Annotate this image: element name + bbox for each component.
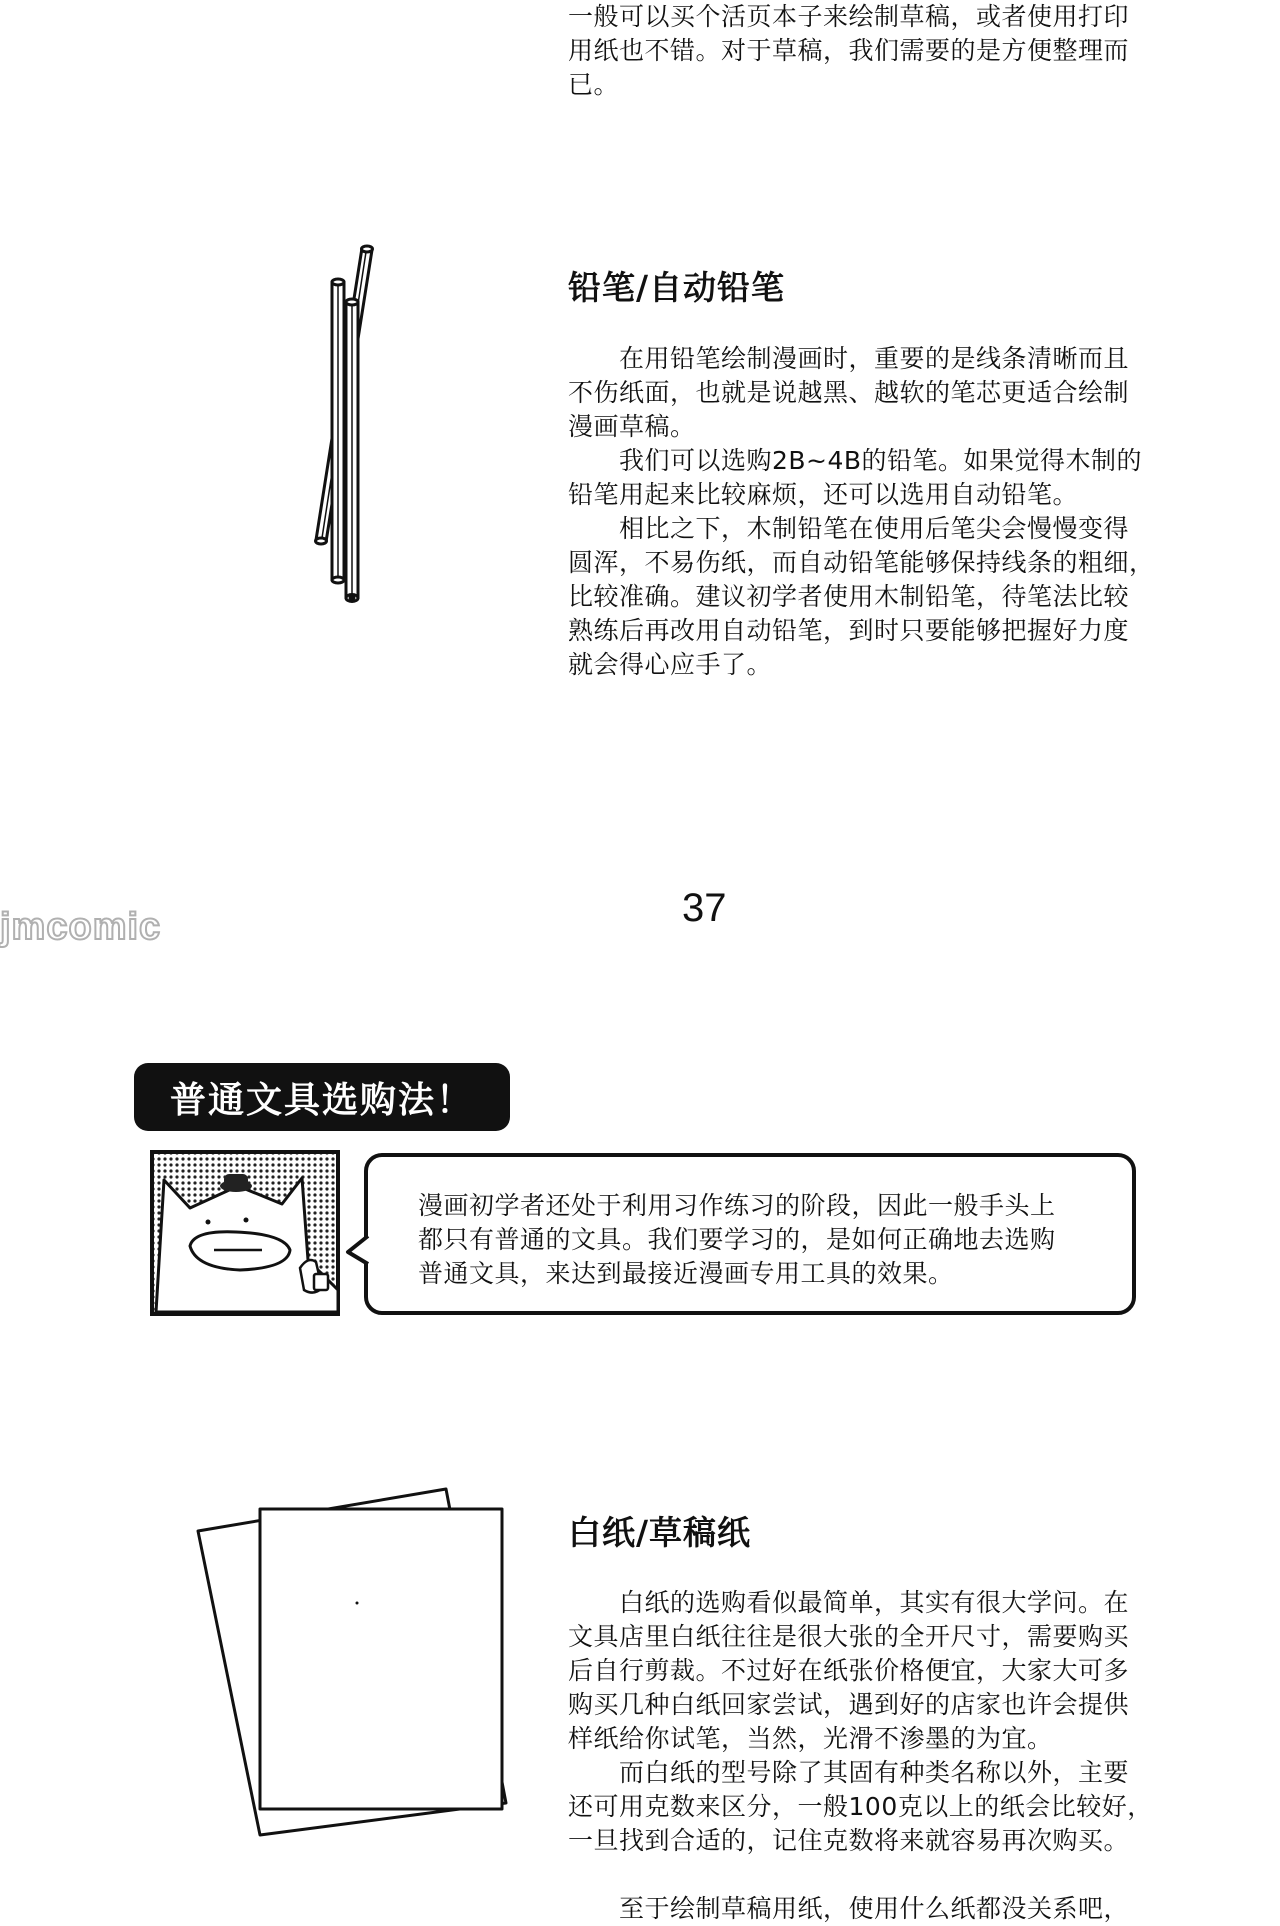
body-line: 白纸的选购看似最简单，其实有很大学问。在 bbox=[568, 1588, 1130, 1617]
banner-title: 普通文具选购法！ bbox=[170, 1079, 475, 1121]
speech-line: 都只有普通的文具。我们要学习的，是如何正确地去选购 bbox=[418, 1225, 1056, 1254]
paper-section-body bbox=[568, 1586, 1248, 1926]
body-line: 熟练后再改用自动铅笔，到时只要能够把握好力度 bbox=[568, 616, 1130, 645]
body-line: 至于绘制草稿用纸，使用什么纸都没关系吧， bbox=[568, 1894, 1130, 1923]
body-line: 铅笔用起来比较麻烦，还可以选用自动铅笔。 bbox=[568, 480, 1079, 509]
body-line bbox=[568, 1858, 1248, 1892]
body-line: 后自行剪裁。不过好在纸张价格便宜，大家大可多 bbox=[568, 1656, 1130, 1685]
paper-sheets-icon bbox=[194, 1485, 514, 1845]
body-line: 我们可以选购2B~4B的铅笔。如果觉得木制的 bbox=[568, 446, 1143, 475]
body-line: 圆浑，不易伤纸，而自动铅笔能够保持线条的粗细， bbox=[568, 548, 1155, 577]
cat-character-icon bbox=[150, 1150, 340, 1316]
body-line: 购买几种白纸回家尝试，遇到好的店家也许会提供 bbox=[568, 1690, 1130, 1719]
speech-bubble bbox=[364, 1153, 1136, 1315]
pencil-section-heading: 铅笔/自动铅笔 bbox=[568, 268, 786, 307]
intro-line: 已。 bbox=[568, 70, 620, 99]
body-line: 就会得心应手了。 bbox=[568, 650, 773, 679]
speech-bubble-tail bbox=[346, 1236, 370, 1266]
watermark: jmcomic bbox=[0, 906, 162, 948]
body-line: 比较准确。建议初学者使用木制铅笔，待笔法比较 bbox=[568, 582, 1130, 611]
intro-line: 用纸也不错。对于草稿，我们需要的是方便整理而 bbox=[568, 36, 1130, 65]
body-line: 一旦找到合适的，记住克数将来就容易再次购买。 bbox=[568, 1826, 1130, 1855]
body-line: 漫画草稿。 bbox=[568, 412, 696, 441]
body-line: 样纸给你试笔，当然，光滑不渗墨的为宜。 bbox=[568, 1724, 1053, 1753]
body-line: 而白纸的型号除了其固有种类名称以外，主要 bbox=[568, 1758, 1130, 1787]
intro-line: 一般可以买个活页本子来绘制草稿，或者使用打印 bbox=[568, 2, 1130, 31]
speech-text bbox=[418, 1189, 1102, 1291]
body-line: 文具店里白纸往往是很大张的全开尺寸，需要购买 bbox=[568, 1622, 1130, 1651]
body-line: 相比之下，木制铅笔在使用后笔尖会慢慢变得 bbox=[568, 514, 1130, 543]
body-line: 不伤纸面，也就是说越黑、越软的笔芯更适合绘制 bbox=[568, 378, 1130, 407]
page-number: 37 bbox=[682, 886, 727, 930]
paper-section-heading: 白纸/草稿纸 bbox=[568, 1513, 752, 1552]
speech-line: 普通文具，来达到最接近漫画专用工具的效果。 bbox=[418, 1259, 954, 1288]
body-line: 在用铅笔绘制漫画时，重要的是线条清晰而且 bbox=[568, 344, 1130, 373]
pencils-icon bbox=[300, 240, 390, 620]
pencil-section-body bbox=[568, 342, 1228, 682]
intro-paragraph bbox=[568, 0, 1208, 102]
body-line: 还可用克数来区分，一般100克以上的纸会比较好， bbox=[568, 1792, 1153, 1821]
section-banner bbox=[134, 1063, 510, 1131]
speech-line: 漫画初学者还处于利用习作练习的阶段，因此一般手头上 bbox=[418, 1191, 1056, 1220]
